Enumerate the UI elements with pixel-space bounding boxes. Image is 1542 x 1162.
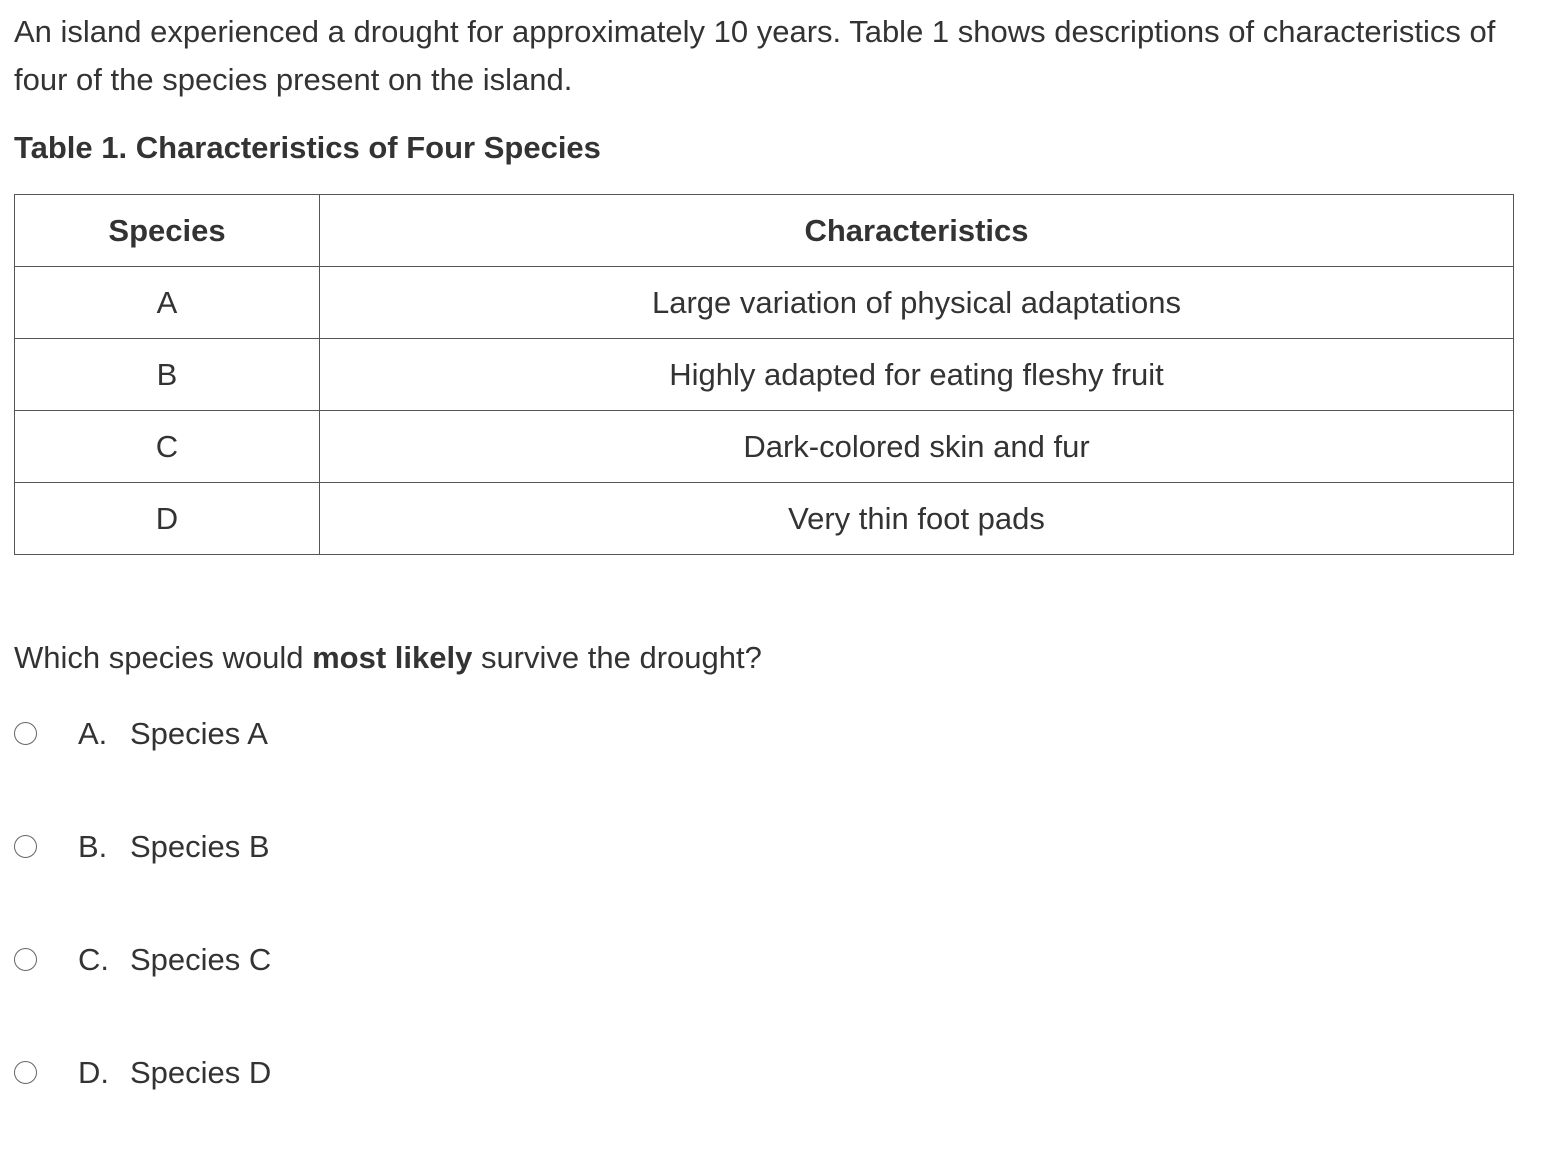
species-cell: D	[15, 483, 320, 555]
option-letter: D.	[78, 1055, 109, 1090]
table-header-row	[15, 195, 1514, 267]
characteristics-cell: Large variation of physical adaptations	[320, 267, 1514, 339]
question-stem: An island experienced a drought for approximately 10 years. Table 1 shows descriptions of characteristics of four of the species present on the island.	[14, 14, 1496, 97]
species-cell: A	[15, 267, 320, 339]
option-label: Species C	[130, 942, 272, 977]
question-prompt	[14, 634, 762, 682]
table-row	[15, 339, 1514, 411]
option-letter: A.	[78, 716, 108, 751]
header-species: Species	[15, 195, 320, 267]
characteristics-cell: Very thin foot pads	[320, 483, 1514, 555]
characteristics-cell: Highly adapted for eating fleshy fruit	[320, 339, 1514, 411]
radio-button-d[interactable]	[14, 1061, 37, 1084]
radio-button-a[interactable]	[14, 722, 37, 745]
table-row	[15, 483, 1514, 555]
option-label: Species A	[130, 716, 268, 751]
table-row	[15, 411, 1514, 483]
option-label: Species B	[130, 829, 270, 864]
species-cell: C	[15, 411, 320, 483]
question-text-after: survive the drought?	[472, 640, 762, 675]
header-characteristics: Characteristics	[320, 195, 1514, 267]
species-characteristics-table	[14, 194, 1514, 555]
table-row	[15, 267, 1514, 339]
radio-button-c[interactable]	[14, 948, 37, 971]
option-letter: C.	[78, 942, 109, 977]
question-emphasis: most likely	[312, 640, 473, 675]
question-text-before: Which species would	[14, 640, 313, 675]
table-caption: Table 1. Characteristics of Four Species	[14, 130, 601, 165]
radio-button-b[interactable]	[14, 835, 37, 858]
option-letter: B.	[78, 829, 108, 864]
species-cell: B	[15, 339, 320, 411]
characteristics-cell: Dark-colored skin and fur	[320, 411, 1514, 483]
option-label: Species D	[130, 1055, 272, 1090]
